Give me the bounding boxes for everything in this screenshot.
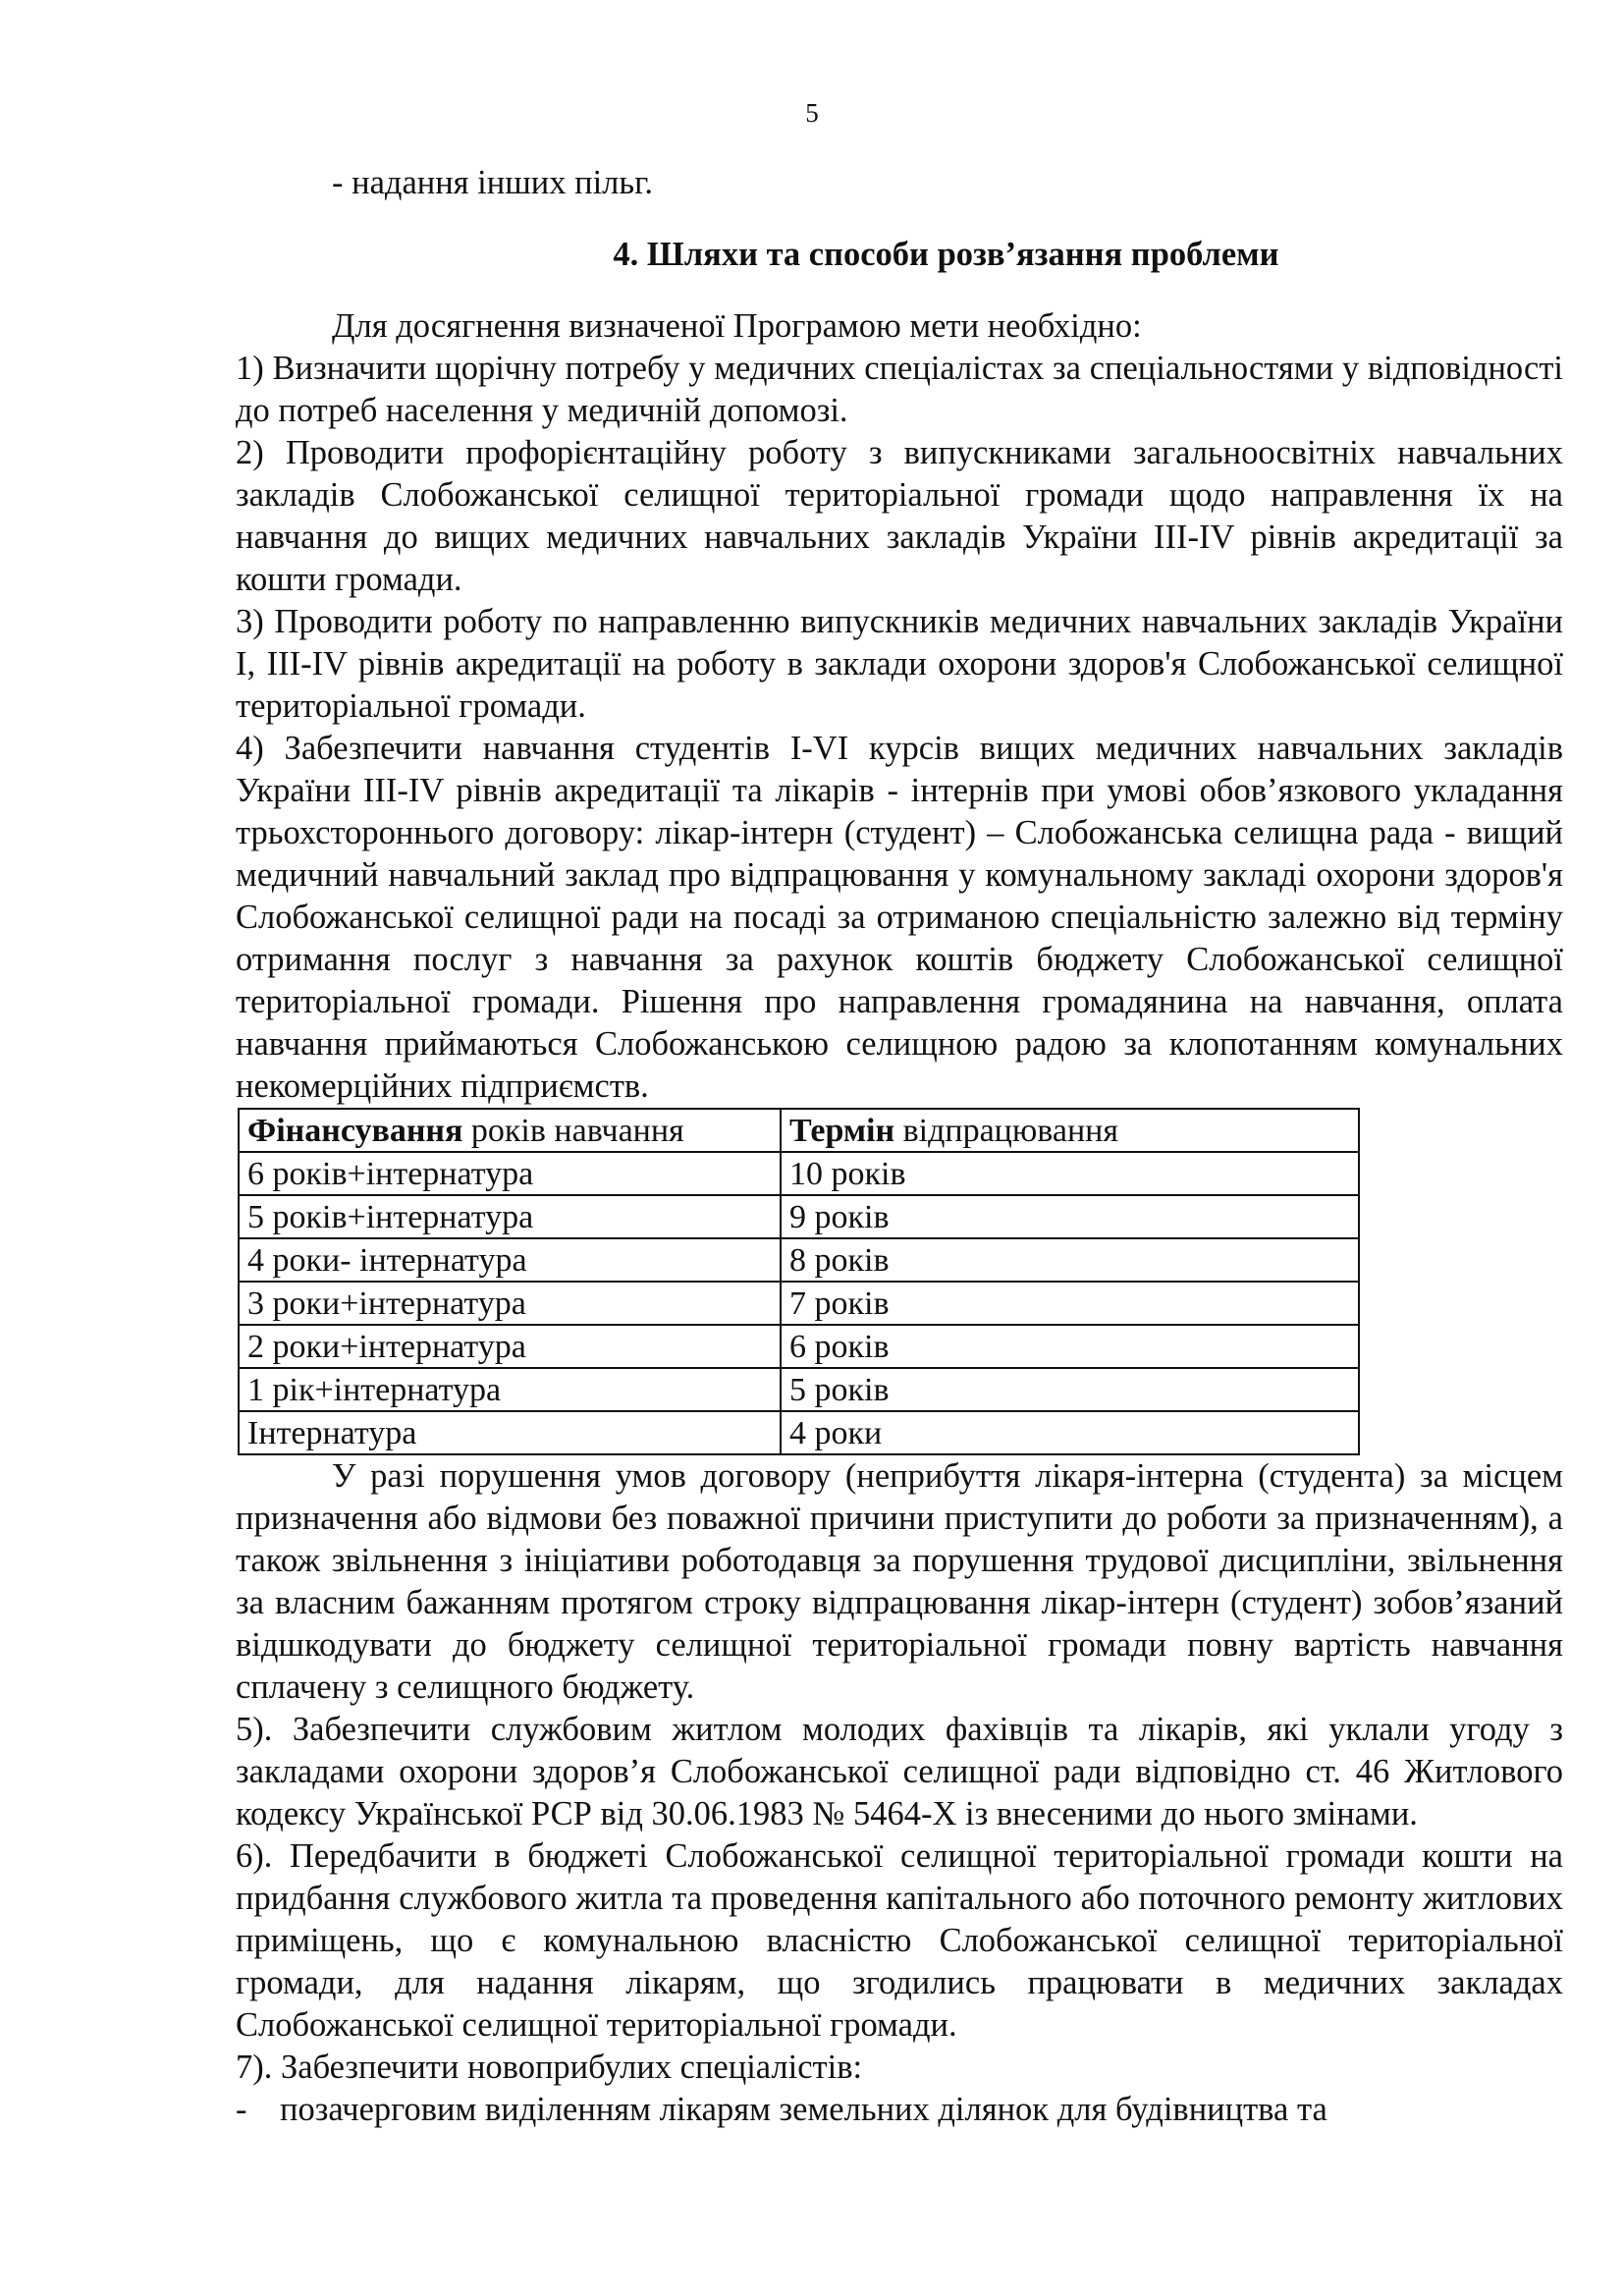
- table-cell: 7 років: [781, 1282, 1359, 1325]
- header-financing-rest: років навчання: [462, 1113, 684, 1149]
- table-cell: 10 років: [781, 1152, 1359, 1195]
- table-cell: 1 рік+інтернатура: [239, 1368, 781, 1411]
- header-term-bold: Термін: [789, 1113, 895, 1149]
- header-financing-bold: Фінансування: [247, 1113, 463, 1149]
- table-row: [239, 1368, 1359, 1411]
- table-row: [239, 1282, 1359, 1325]
- financing-terms-table: [238, 1108, 1360, 1455]
- numbered-item-4: 4) Забезпечити навчання студентів І-VІ курсів вищих медичних навчальних закладів України ІІІ-ІV рівнів акредитації та лікарів - інтернів при умові обов’язкового укладання трьохстороннього договору: лікар-інтерн (студент) – Слобожанська селищна рада - вищий медичний навчальний заклад про відпрацювання у комунальному закладі охорони здоров'я Слобожанської селищної ради на посаді за отриманою спеціальністю залежно від терміну отримання послуг з навчання за рахунок коштів бюджету Слобожанської селищної територіальної громади. Рішення про направлення громадянина на навчання, оплата навчання приймаються Слобожанською селищною радою за клопотанням комунальних некомерційних підприємств.: [236, 730, 1563, 1105]
- bullet-dash: -: [236, 2091, 247, 2128]
- violation-paragraph: У разі порушення умов договору (неприбуття лікаря-інтерна (студента) за місцем призначення або відмови без поважної причини приступити до роботи за призначенням), а також звільнення з ініціативи роботодавця за порушення трудової дисципліни, звільнення за власним бажанням протягом строку відпрацювання лікар-інтерн (студент) зобов’язаний відшкодувати до бюджету селищної територіальної громади повну вартість навчання сплачену з селищного бюджету.: [236, 1457, 1563, 1706]
- table-row: [239, 1238, 1359, 1282]
- intro-list-item: - надання інших пільг.: [332, 164, 654, 201]
- table-row: [239, 1411, 1359, 1454]
- numbered-item-3: 3) Проводити роботу по направленню випускників медичних навчальних закладів України І, ІІІ-ІV рівнів акредитації на роботу в заклади охорони здоров'я Слобожанської селищної територіальної громади.: [236, 603, 1563, 725]
- table-cell: 4 роки- інтернатура: [239, 1238, 781, 1282]
- table-cell: 2 роки+інтернатура: [239, 1325, 781, 1368]
- header-term-rest: відпрацювання: [894, 1113, 1118, 1149]
- table-cell: 5 років: [781, 1368, 1359, 1411]
- section-heading: 4. Шляхи та способи розв’язання проблеми: [613, 236, 1279, 273]
- table-row: [239, 1195, 1359, 1238]
- document-body: [236, 162, 1563, 2131]
- table-cell: 6 років: [781, 1325, 1359, 1368]
- table-cell: 8 років: [781, 1238, 1359, 1282]
- table-cell: Інтернатура: [239, 1411, 781, 1454]
- numbered-item-2: 2) Проводити профорієнтаційну роботу з випускниками загальноосвітніх навчальних закладів Слобожанської селищної територіальної громади щодо направлення їх на навчання до вищих медичних навчальних закладів України ІІІ-ІV рівнів акредитації за кошти громади.: [236, 434, 1563, 598]
- lead-paragraph: Для досягнення визначеної Програмою мети необхідно:: [332, 307, 1142, 345]
- bullet-text: позачерговим виділенням лікарям земельних ділянок для будівництва та: [280, 2091, 1327, 2128]
- table-cell: 3 роки+інтернатура: [239, 1282, 781, 1325]
- table-row: [239, 1325, 1359, 1368]
- numbered-item-6: 6). Передбачити в бюджеті Слобожанської селищної територіальної громади кошти на придбання службового житла та проведення капітального або поточного ремонту житлових приміщень, що є комунальною власністю Слобожанської селищної територіальної громади, для надання лікарям, що згодились працювати в медичних закладах Слобожанської селищної територіальної громади.: [236, 1837, 1563, 2044]
- table-cell: 5 років+інтернатура: [239, 1195, 781, 1238]
- table-cell: 4 роки: [781, 1411, 1359, 1454]
- numbered-item-5: 5). Забезпечити службовим житлом молодих фахівців та лікарів, які уклали угоду з закладами охорони здоров’я Слобожанської селищної ради відповідно ст. 46 Житлового кодексу Української РСР від 30.06.1983 № 5464-X із внесеними до нього змінами.: [236, 1711, 1563, 1832]
- numbered-item-1: 1) Визначити щорічну потребу у медичних спеціалістах за спеціальностями у відповідності до потреб населення у медичній допомозі.: [236, 350, 1563, 429]
- table-cell: 6 років+інтернатура: [239, 1152, 781, 1195]
- table-cell: 9 років: [781, 1195, 1359, 1238]
- numbered-item-7: 7). Забезпечити новоприбулих спеціалістів:: [236, 2049, 863, 2086]
- table-row: [239, 1152, 1359, 1195]
- header-cell-term: [781, 1109, 1359, 1152]
- table-header-row: [239, 1109, 1359, 1152]
- page-number: 5: [805, 98, 819, 128]
- bullet-item: [236, 2089, 1563, 2131]
- header-cell-financing: [239, 1109, 781, 1152]
